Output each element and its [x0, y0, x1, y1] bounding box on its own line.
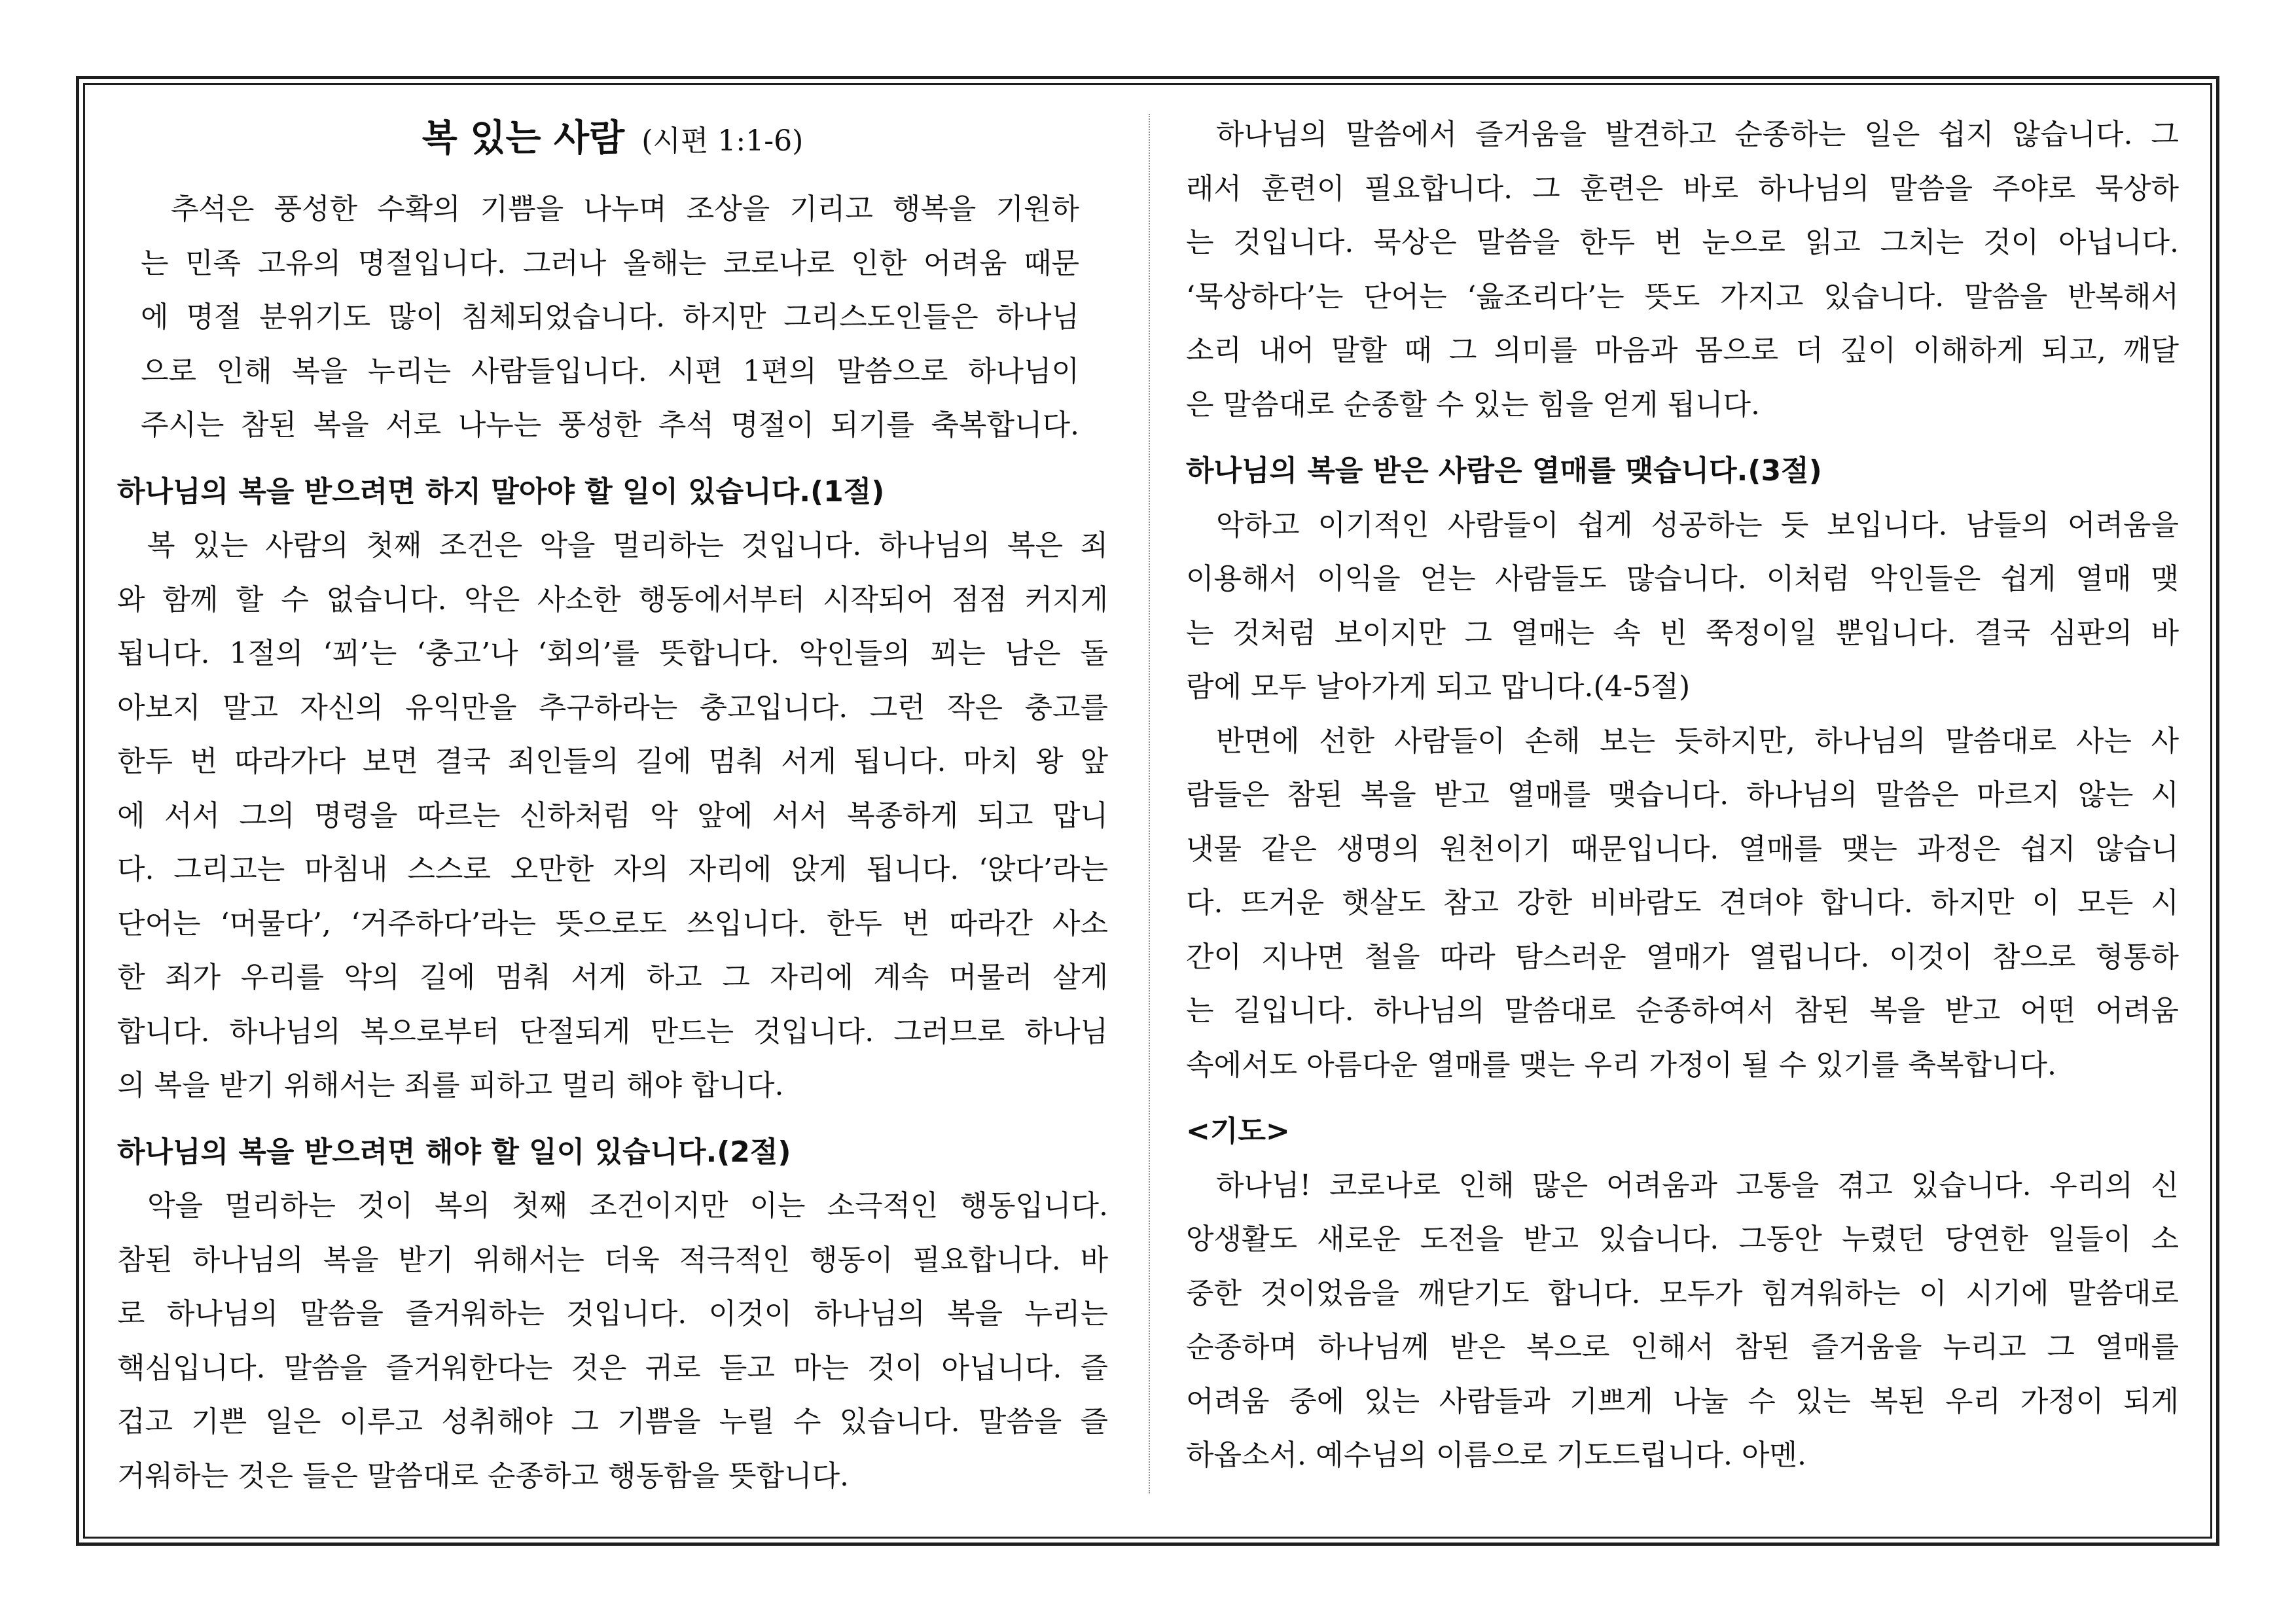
section-heading: 하나님의 복을 받으려면 하지 말아야 할 일이 있습니다.(1절) — [117, 474, 885, 508]
text-line: 거워하는 것은 들은 말씀대로 순종하고 행동함을 뜻합니다. — [117, 1459, 849, 1493]
text-line: 는 길입니다. 하나님의 말씀대로 순종하여서 참된 복을 받고 어떤 어려움 — [1186, 994, 2179, 1027]
text-line: 참된 하나님의 복을 받기 위해서는 더욱 적극적인 행동이 필요합니다. 바 — [117, 1243, 1108, 1277]
text-line: 와 함께 할 수 없습니다. 악은 사소한 행동에서부터 시작되어 점점 커지게 — [117, 582, 1108, 616]
text-line: 단어는 ‘머물다’, ‘거주하다’라는 뜻으로도 쓰입니다. 한두 번 따라간 사소 — [117, 906, 1108, 940]
paragraph — [1186, 108, 2179, 432]
text-line: 한두 번 따라가다 보면 결국 죄인들의 길에 멈춰 서게 됩니다. 마치 왕 앞 — [117, 745, 1108, 778]
text-line: 앙생활도 새로운 도전을 받고 있습니다. 그동안 누렸던 당연한 일들이 소 — [1186, 1222, 2179, 1256]
text-line: 추석은 풍성한 수확의 기쁨을 나누며 조상을 기리고 행복을 기원하 — [171, 192, 1079, 226]
paragraph — [117, 1179, 1108, 1503]
text-line: 냇물 같은 생명의 원천이기 때문입니다. 열매를 맺는 과정은 쉽지 않습니 — [1186, 832, 2179, 866]
right-column — [1186, 108, 2179, 1483]
text-line: 됩니다. 1절의 ‘꾀’는 ‘충고’나 ‘회의’를 뜻합니다. 악인들의 꾀는 남은 돌 — [117, 637, 1108, 670]
section-heading: <기도> — [1186, 1115, 1290, 1148]
text-line: 다. 그리고는 마침내 스스로 오만한 자의 자리에 앉게 됩니다. ‘앉다’라는 — [117, 853, 1108, 886]
right-column-body — [1186, 108, 2179, 1483]
text-line: 로 하나님의 말씀을 즐거워하는 것입니다. 이것이 하나님의 복을 누리는 — [117, 1297, 1108, 1330]
text-line: 합니다. 하나님의 복으로부터 단절되게 만드는 것입니다. 그러므로 하나님 — [117, 1014, 1108, 1048]
text-line: 람들은 참된 복을 받고 열매를 맺습니다. 하나님의 말씀은 마르지 않는 시 — [1186, 778, 2179, 812]
scripture-reference: (시편 1:1-6) — [641, 124, 804, 158]
text-line: 겁고 기쁜 일은 이루고 성취해야 그 기쁨을 누릴 수 있습니다. 말씀을 즐 — [117, 1405, 1108, 1438]
section-heading: 하나님의 복을 받은 사람은 열매를 맺습니다.(3절) — [1186, 454, 1822, 488]
text-line: 는 민족 고유의 명절입니다. 그러나 올해는 코로나로 인한 어려움 때문 — [141, 246, 1079, 280]
text-line: 래서 훈련이 필요합니다. 그 훈련은 바로 하나님의 말씀을 주야로 묵상하 — [1186, 171, 2179, 205]
left-column — [117, 105, 1108, 1503]
text-line: 는 것처럼 보이지만 그 열매는 속 빈 쭉정이일 뿐입니다. 결국 심판의 바 — [1186, 616, 2179, 650]
text-line: 은 말씀대로 순종할 수 있는 힘을 얻게 됩니다. — [1186, 387, 1760, 421]
text-line: 하나님의 말씀에서 즐거움을 발견하고 순종하는 일은 쉽지 않습니다. 그 — [1216, 118, 2179, 151]
text-line: 에 서서 그의 명령을 따르는 신하처럼 악 앞에 서서 복종하게 되고 맙니 — [117, 798, 1108, 832]
paragraph — [1186, 1159, 2179, 1483]
text-line: 속에서도 아름다운 열매를 맺는 우리 가정이 될 수 있기를 축복합니다. — [1186, 1048, 2056, 1082]
text-line: 으로 인해 복을 누리는 사람들입니다. 시편 1편의 말씀으로 하나님이 — [141, 354, 1079, 388]
text-line: 어려움 중에 있는 사람들과 기쁘게 나눌 수 있는 복된 우리 가정이 되게 — [1186, 1384, 2179, 1418]
text-line: 중한 것이었음을 깨닫기도 합니다. 모두가 힘겨워하는 이 시기에 말씀대로 — [1186, 1276, 2179, 1310]
text-line: 에 명절 분위기도 많이 침체되었습니다. 하지만 그리스도인들은 하나님 — [141, 300, 1079, 334]
text-line: 복 있는 사람의 첫째 조건은 악을 멀리하는 것입니다. 하나님의 복은 죄 — [147, 529, 1108, 562]
intro-paragraph — [117, 183, 1108, 453]
paragraph — [1186, 499, 2179, 715]
text-line: 간이 지나면 철을 따라 탐스러운 열매가 열립니다. 이것이 참으로 형통하 — [1186, 940, 2179, 974]
text-line: 반면에 선한 사람들이 손해 보는 듯하지만, 하나님의 말씀대로 사는 사 — [1216, 724, 2179, 758]
left-column-body — [117, 183, 1108, 1503]
title-row — [117, 105, 1108, 173]
paragraph — [117, 519, 1108, 1113]
text-line: 아보지 말고 자신의 유익만을 추구하라는 충고입니다. 그런 작은 충고를 — [117, 690, 1108, 724]
text-line: 이용해서 이익을 얻는 사람들도 많습니다. 이처럼 악인들은 쉽게 열매 맺 — [1186, 562, 2179, 596]
text-line: 순종하며 하나님께 받은 복으로 인해서 참된 즐거움을 누리고 그 열매를 — [1186, 1330, 2179, 1364]
text-line: 하나님! 코로나로 인해 많은 어려움과 고통을 겪고 있습니다. 우리의 신 — [1216, 1168, 2179, 1202]
text-line: 한 죄가 우리를 악의 길에 멈춰 서게 하고 그 자리에 계속 머물러 살게 — [117, 961, 1108, 994]
section-heading: 하나님의 복을 받으려면 해야 할 일이 있습니다.(2절) — [117, 1135, 791, 1169]
text-line: 다. 뜨거운 햇살도 참고 강한 비바람도 견뎌야 합니다. 하지만 이 모든 시 — [1186, 886, 2179, 919]
text-line: 주시는 참된 복을 서로 나누는 풍성한 추석 명절이 되기를 축복합니다. — [141, 408, 1079, 442]
text-line: 의 복을 받기 위해서는 죄를 피하고 멀리 해야 합니다. — [117, 1069, 784, 1102]
document-title: 복 있는 사람 — [422, 117, 625, 160]
paragraph — [1186, 715, 2179, 1093]
text-line: 소리 내어 말할 때 그 의미를 마음과 몸으로 더 깊이 이해하게 되고, 깨달 — [1186, 334, 2179, 367]
text-line: ‘묵상하다’는 단어는 ‘읊조리다’는 뜻도 가지고 있습니다. 말씀을 반복해서 — [1186, 279, 2179, 313]
text-line: 악하고 이기적인 사람들이 쉽게 성공하는 듯 보입니다. 남들의 어려움을 — [1216, 508, 2179, 542]
text-line: 는 것입니다. 묵상은 말씀을 한두 번 눈으로 읽고 그치는 것이 아닙니다. — [1186, 226, 2179, 259]
text-line: 람에 모두 날아가게 되고 맙니다.(4-5절) — [1186, 670, 1691, 704]
text-line: 하옵소서. 예수님의 이름으로 기도드립니다. 아멘. — [1186, 1438, 1806, 1472]
text-line: 핵심입니다. 말씀을 즐거워한다는 것은 귀로 듣고 마는 것이 아닙니다. 즐 — [117, 1351, 1108, 1385]
column-divider — [1149, 114, 1150, 1493]
text-line: 악을 멀리하는 것이 복의 첫째 조건이지만 이는 소극적인 행동입니다. — [147, 1189, 1108, 1222]
